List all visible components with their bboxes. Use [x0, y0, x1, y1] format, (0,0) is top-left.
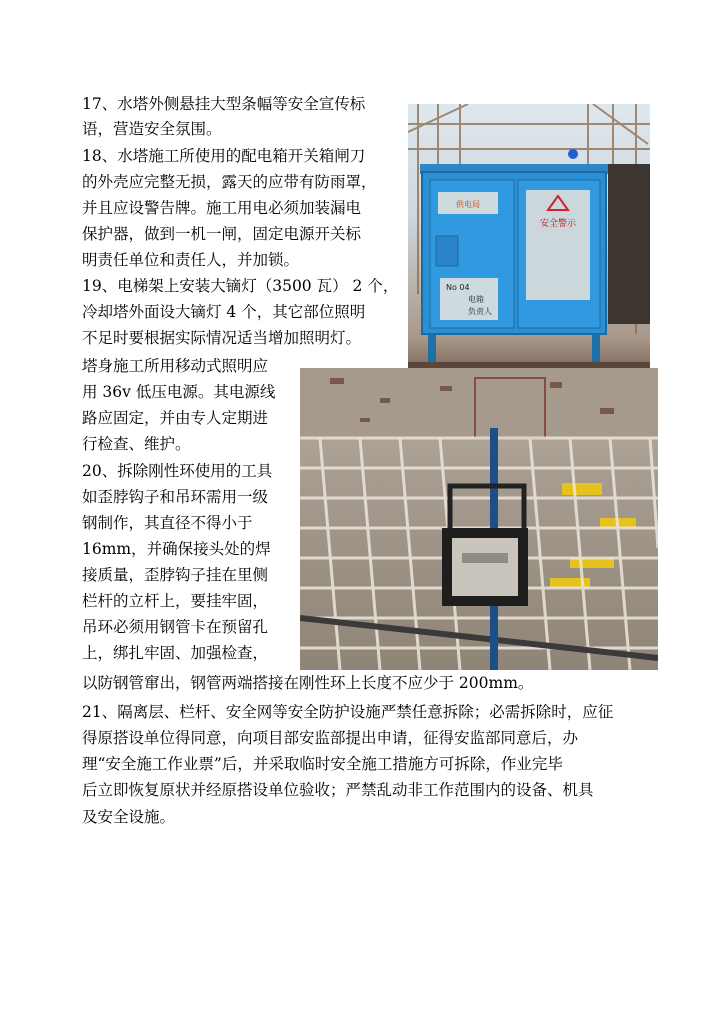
box-number: No 04 — [446, 283, 470, 292]
text-line: 20、拆除刚性环使用的工具 — [82, 462, 273, 480]
text-line: 的外壳应完整无损，露天的应带有防雨罩， — [82, 173, 377, 191]
text-line: 钢制作，其直径不得小于 — [82, 514, 253, 532]
warning-sign — [526, 190, 590, 300]
text-line: 18、水塔施工所使用的配电箱开关箱闸刀 — [82, 147, 366, 165]
text-line: 理“安全施工作业票”后，并采取临时安全施工措施方可拆除，作业完毕 — [82, 755, 563, 773]
text-line: 19、电梯架上安装大镝灯（3500 瓦） 2 个， — [82, 277, 399, 295]
text-line: 以防钢管窜出，钢管两端搭接在刚性环上长度不应少于 200mm。 — [82, 674, 534, 692]
warning-light-icon — [568, 149, 578, 159]
sign-label: 安全警示 — [539, 219, 577, 229]
text-line: 得原搭设单位得同意，向项目部安监部提出申请，征得安监部同意后，办 — [82, 729, 579, 747]
text-line: 16mm，并确保接头处的焊 — [82, 540, 271, 558]
flood-lamp-photo — [300, 368, 658, 670]
text-line: 17、水塔外侧悬挂大型条幅等安全宣传标 — [82, 95, 366, 113]
text-line: 路应固定，并由专人定期进 — [82, 409, 269, 427]
text-line: 语，营造安全氛围。 — [82, 120, 222, 138]
flood-lamp-illustration — [300, 368, 658, 670]
box-owner: 负责人 — [468, 307, 492, 316]
text-line: 吊环必须用钢管卡在预留孔 — [82, 618, 269, 636]
text-line: 保护器，做到一机一闸，固定电源开关标 — [82, 225, 362, 243]
text-line: 行检查、维护。 — [82, 435, 191, 453]
text-line: 并且应设警告牌。施工用电必须加装漏电 — [82, 199, 362, 217]
text-line: 明责任单位和责任人，并加锁。 — [82, 251, 300, 269]
lamp-lens — [452, 538, 518, 596]
distribution-box-illustration — [408, 104, 650, 380]
text-line: 接质量，歪脖钩子挂在里侧 — [82, 566, 269, 584]
text-line: 如歪脖钩子和吊环需用一级 — [82, 488, 269, 506]
box-user: 电箱 — [468, 295, 484, 304]
company-label: 供电局 — [456, 200, 480, 209]
text-line: 21、隔离层、栏杆、安全网等安全防护设施严禁任意拆除；必需拆除时，应征 — [82, 703, 614, 721]
text-line: 冷却塔外面设大镝灯 4 个，其它部位照明 — [82, 303, 366, 321]
distribution-box-photo — [408, 104, 650, 380]
text-line: 后立即恢复原状并经原搭设单位验收；严禁乱动非工作范围内的设备、机具 — [82, 781, 594, 799]
text-line: 上，绑扎牢固、加强检查， — [82, 644, 269, 662]
text-line: 及安全设施。 — [82, 808, 176, 826]
text-line: 塔身施工所用移动式照明应 — [82, 357, 269, 375]
text-line: 栏杆的立杆上，要挂牢固， — [82, 592, 269, 610]
text-line: 不足时要根据实际情况适当增加照明灯。 — [82, 329, 362, 347]
text-line: 用 36v 低压电源。其电源线 — [82, 383, 276, 401]
